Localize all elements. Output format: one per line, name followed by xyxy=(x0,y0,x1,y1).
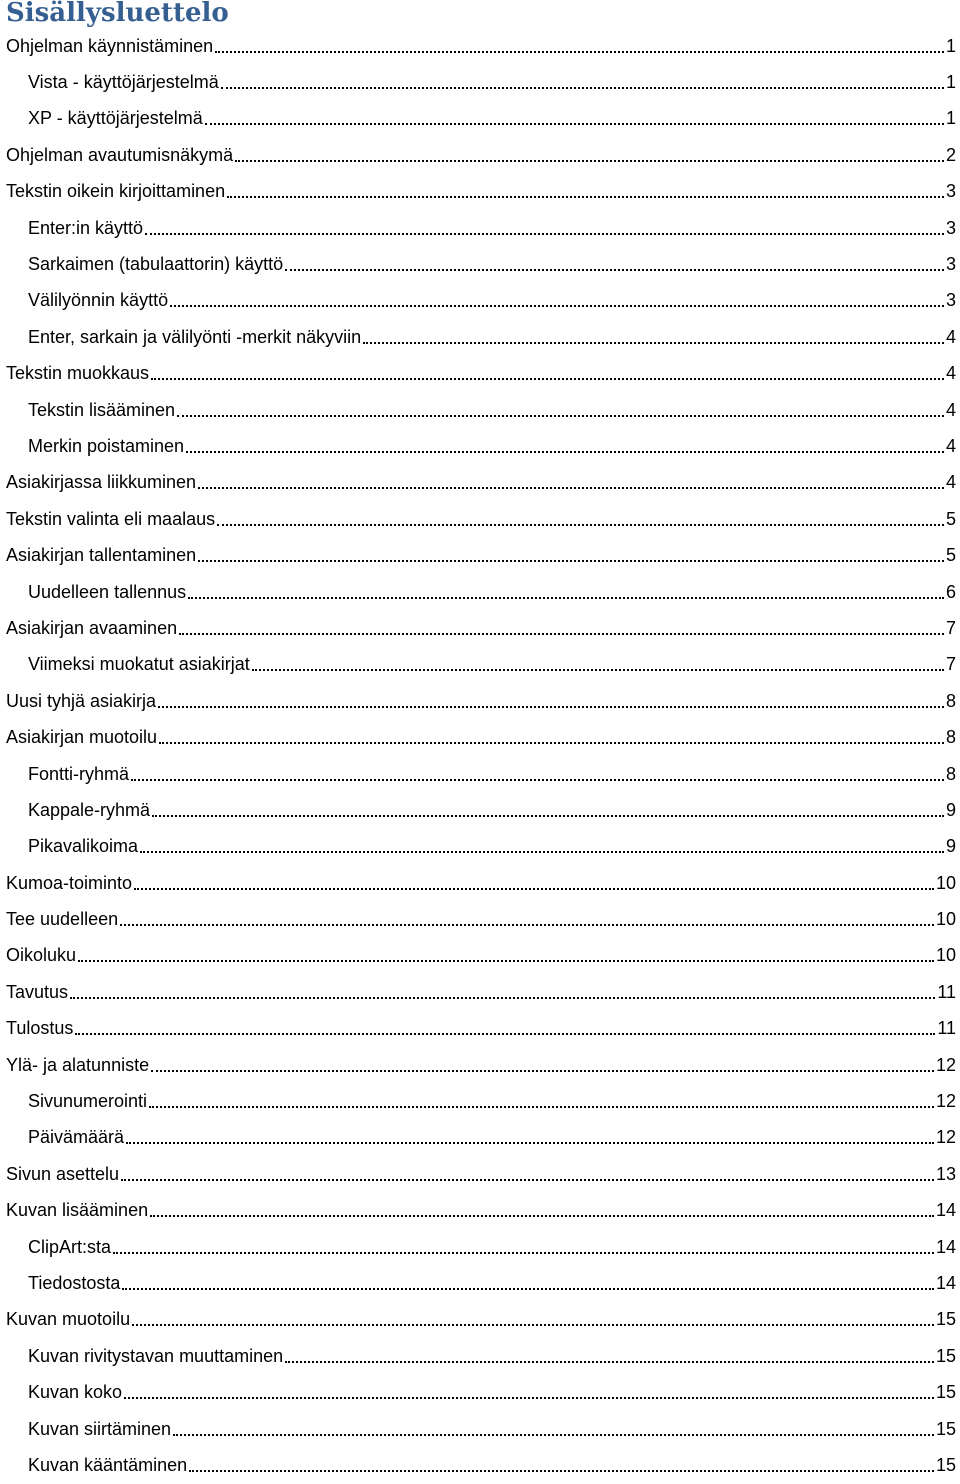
toc-entry-page-number: 3 xyxy=(945,290,956,311)
toc-entry-label: Kumoa-toiminto xyxy=(6,872,133,893)
toc-entry-page-number: 4 xyxy=(945,472,956,493)
toc-entry-label: Tekstin oikein kirjoittaminen xyxy=(6,181,226,202)
toc-entry-page-number: 13 xyxy=(935,1163,956,1184)
toc-entry[interactable] xyxy=(0,246,960,282)
toc-entry[interactable] xyxy=(0,647,960,683)
dot-leader xyxy=(177,414,944,417)
toc-entry[interactable] xyxy=(0,210,960,246)
toc-entry-label: Merkin poistaminen xyxy=(28,435,185,456)
toc-entry-label: Uusi tyhjä asiakirja xyxy=(6,690,157,711)
toc-entry[interactable] xyxy=(0,1047,960,1083)
toc-entry[interactable] xyxy=(0,756,960,792)
dot-leader xyxy=(124,1396,934,1399)
toc-entry-page-number: 14 xyxy=(935,1236,956,1257)
toc-entry-label: Ohjelman avautumisnäkymä xyxy=(6,144,234,165)
dot-leader xyxy=(158,705,944,708)
toc-entry-page-number: 4 xyxy=(945,326,956,347)
toc-entry[interactable] xyxy=(0,101,960,137)
toc-entry[interactable] xyxy=(0,1229,960,1265)
toc-entry-label: Tee uudelleen xyxy=(6,909,119,930)
dot-leader xyxy=(122,1287,934,1290)
toc-entry-page-number: 14 xyxy=(935,1200,956,1221)
dot-leader xyxy=(285,1360,934,1363)
toc-entry[interactable] xyxy=(0,283,960,319)
toc-entry-label: Tekstin valinta eli maalaus xyxy=(6,508,216,529)
dot-leader xyxy=(149,1105,934,1108)
toc-entry[interactable] xyxy=(0,319,960,355)
toc-entry-page-number: 15 xyxy=(935,1454,956,1475)
toc-entry-label: Päivämäärä xyxy=(28,1127,125,1148)
toc-entry[interactable] xyxy=(0,1120,960,1156)
toc-entry-label: Asiakirjassa liikkuminen xyxy=(6,472,197,493)
toc-entry-label: Kappale-ryhmä xyxy=(28,799,151,820)
dot-leader xyxy=(131,778,944,781)
toc-entry[interactable] xyxy=(0,1411,960,1447)
toc-entry-label: Kuvan muotoilu xyxy=(6,1309,131,1330)
toc-entry-label: Tekstin lisääminen xyxy=(28,399,176,420)
dot-leader xyxy=(159,741,944,744)
dot-leader xyxy=(78,959,934,962)
toc-entry-page-number: 11 xyxy=(937,1018,956,1039)
toc-entry-label: Ylä- ja alatunniste xyxy=(6,1054,150,1075)
dot-leader xyxy=(205,122,944,125)
toc-entry-page-number: 10 xyxy=(935,872,956,893)
toc-entry-label: Pikavalikoima xyxy=(28,836,139,857)
dot-leader xyxy=(134,887,934,890)
dot-leader xyxy=(145,232,944,235)
toc-entry[interactable] xyxy=(0,974,960,1010)
toc-entry-label: Enter, sarkain ja välilyönti -merkit näkyviin xyxy=(28,326,362,347)
toc-entry[interactable] xyxy=(0,1447,960,1483)
toc-entry[interactable] xyxy=(0,792,960,828)
toc-entry-label: Kuvan siirtäminen xyxy=(28,1418,172,1439)
dot-leader xyxy=(151,1069,934,1072)
dot-leader xyxy=(189,1469,934,1472)
toc-entry-label: Uudelleen tallennus xyxy=(28,581,187,602)
toc-entry-label: Sivunumerointi xyxy=(28,1091,148,1112)
toc-entry-page-number: 15 xyxy=(935,1382,956,1403)
toc-entry-label: Välilyönnin käyttö xyxy=(28,290,169,311)
dot-leader xyxy=(198,486,944,489)
dot-leader xyxy=(363,341,944,344)
toc-entry[interactable] xyxy=(0,938,960,974)
dot-leader xyxy=(217,523,944,526)
toc-entry-label: Fontti-ryhmä xyxy=(28,763,130,784)
toc-entry-page-number: 6 xyxy=(945,581,956,602)
toc-entry-label: Sivun asettelu xyxy=(6,1163,120,1184)
toc-entry[interactable] xyxy=(0,1265,960,1301)
toc-entry-label: Kuvan lisääminen xyxy=(6,1200,149,1221)
toc-entry[interactable] xyxy=(0,428,960,464)
toc-entry-page-number: 12 xyxy=(935,1054,956,1075)
toc-entry[interactable] xyxy=(0,537,960,573)
dot-leader xyxy=(252,668,944,671)
toc-entry[interactable] xyxy=(0,865,960,901)
table-of-contents xyxy=(0,28,960,1484)
toc-entry-page-number: 10 xyxy=(935,945,956,966)
toc-entry-page-number: 10 xyxy=(935,909,956,930)
toc-entry[interactable] xyxy=(0,1193,960,1229)
toc-entry-label: Ohjelman käynnistäminen xyxy=(6,35,214,56)
toc-entry[interactable] xyxy=(0,392,960,428)
toc-entry[interactable] xyxy=(0,64,960,100)
toc-entry[interactable] xyxy=(0,683,960,719)
toc-entry-label: Kuvan koko xyxy=(28,1382,123,1403)
dot-leader xyxy=(285,268,944,271)
toc-entry[interactable] xyxy=(0,137,960,173)
toc-entry-label: Asiakirjan muotoilu xyxy=(6,727,158,748)
dot-leader xyxy=(179,632,944,635)
toc-entry[interactable] xyxy=(0,1083,960,1119)
toc-entry-label: Tekstin muokkaus xyxy=(6,363,150,384)
toc-entry-label: Tavutus xyxy=(6,981,69,1002)
toc-entry[interactable] xyxy=(0,1374,960,1410)
dot-leader xyxy=(121,1178,934,1181)
toc-entry-page-number: 1 xyxy=(945,35,956,56)
dot-leader xyxy=(186,450,944,453)
toc-entry-page-number: 11 xyxy=(937,981,956,1002)
dot-leader xyxy=(170,304,944,307)
toc-entry-label: XP - käyttöjärjestelmä xyxy=(28,108,203,129)
dot-leader xyxy=(152,814,944,817)
toc-entry[interactable] xyxy=(0,1011,960,1047)
toc-entry-page-number: 8 xyxy=(945,690,956,711)
toc-entry[interactable] xyxy=(0,610,960,646)
toc-entry-page-number: 3 xyxy=(945,181,956,202)
toc-entry-page-number: 3 xyxy=(945,254,956,275)
toc-entry[interactable] xyxy=(0,501,960,537)
dot-leader xyxy=(188,596,944,599)
dot-leader xyxy=(132,1323,934,1326)
toc-entry-label: Kuvan rivitystavan muuttaminen xyxy=(28,1345,284,1366)
toc-entry-page-number: 7 xyxy=(945,617,956,638)
toc-entry-label: Tulostus xyxy=(6,1018,74,1039)
toc-entry-label: Oikoluku xyxy=(6,945,77,966)
toc-entry-label: Enter:in käyttö xyxy=(28,217,144,238)
toc-entry[interactable] xyxy=(0,28,960,64)
toc-entry-page-number: 8 xyxy=(945,763,956,784)
toc-entry-page-number: 9 xyxy=(945,799,956,820)
toc-entry[interactable] xyxy=(0,574,960,610)
toc-title: Sisällysluettelo xyxy=(6,0,229,28)
toc-entry[interactable] xyxy=(0,174,960,210)
toc-entry-page-number: 2 xyxy=(945,144,956,165)
dot-leader xyxy=(227,195,944,198)
toc-entry-label: Vista - käyttöjärjestelmä xyxy=(28,72,219,93)
toc-entry-label: Sarkaimen (tabulaattorin) käyttö xyxy=(28,254,284,275)
dot-leader xyxy=(173,1433,934,1436)
dot-leader xyxy=(235,159,944,162)
toc-entry-page-number: 1 xyxy=(945,72,956,93)
toc-entry-page-number: 15 xyxy=(935,1418,956,1439)
toc-entry-label: Tiedostosta xyxy=(28,1272,121,1293)
dot-leader xyxy=(221,86,944,89)
toc-entry-page-number: 15 xyxy=(935,1345,956,1366)
dot-leader xyxy=(70,996,935,999)
toc-entry[interactable] xyxy=(0,901,960,937)
toc-entry-page-number: 9 xyxy=(945,836,956,857)
toc-entry-page-number: 7 xyxy=(945,654,956,675)
dot-leader xyxy=(113,1251,934,1254)
dot-leader xyxy=(126,1141,934,1144)
toc-entry-page-number: 12 xyxy=(935,1127,956,1148)
toc-entry-label: Viimeksi muokatut asiakirjat xyxy=(28,654,250,675)
toc-entry-label: ClipArt:sta xyxy=(28,1236,112,1257)
toc-entry[interactable] xyxy=(0,719,960,755)
dot-leader xyxy=(120,923,934,926)
toc-entry-page-number: 4 xyxy=(945,363,956,384)
toc-entry-page-number: 4 xyxy=(945,399,956,420)
toc-entry-page-number: 5 xyxy=(945,508,956,529)
toc-entry-page-number: 3 xyxy=(945,217,956,238)
toc-entry-page-number: 4 xyxy=(945,435,956,456)
toc-entry[interactable] xyxy=(0,1338,960,1374)
dot-leader xyxy=(215,50,944,53)
dot-leader xyxy=(151,377,944,380)
toc-entry-page-number: 12 xyxy=(935,1091,956,1112)
toc-entry-page-number: 1 xyxy=(945,108,956,129)
dot-leader xyxy=(150,1214,934,1217)
toc-entry[interactable] xyxy=(0,356,960,392)
toc-entry-label: Asiakirjan tallentaminen xyxy=(6,545,197,566)
toc-entry-page-number: 15 xyxy=(935,1309,956,1330)
toc-entry[interactable] xyxy=(0,1302,960,1338)
dot-leader xyxy=(140,850,944,853)
toc-entry-page-number: 14 xyxy=(935,1272,956,1293)
toc-entry-page-number: 8 xyxy=(945,727,956,748)
toc-entry[interactable] xyxy=(0,1156,960,1192)
dot-leader xyxy=(75,1032,935,1035)
toc-entry[interactable] xyxy=(0,465,960,501)
dot-leader xyxy=(198,559,944,562)
toc-entry-page-number: 5 xyxy=(945,545,956,566)
toc-entry-label: Kuvan kääntäminen xyxy=(28,1454,188,1475)
toc-entry-label: Asiakirjan avaaminen xyxy=(6,617,178,638)
toc-entry[interactable] xyxy=(0,829,960,865)
